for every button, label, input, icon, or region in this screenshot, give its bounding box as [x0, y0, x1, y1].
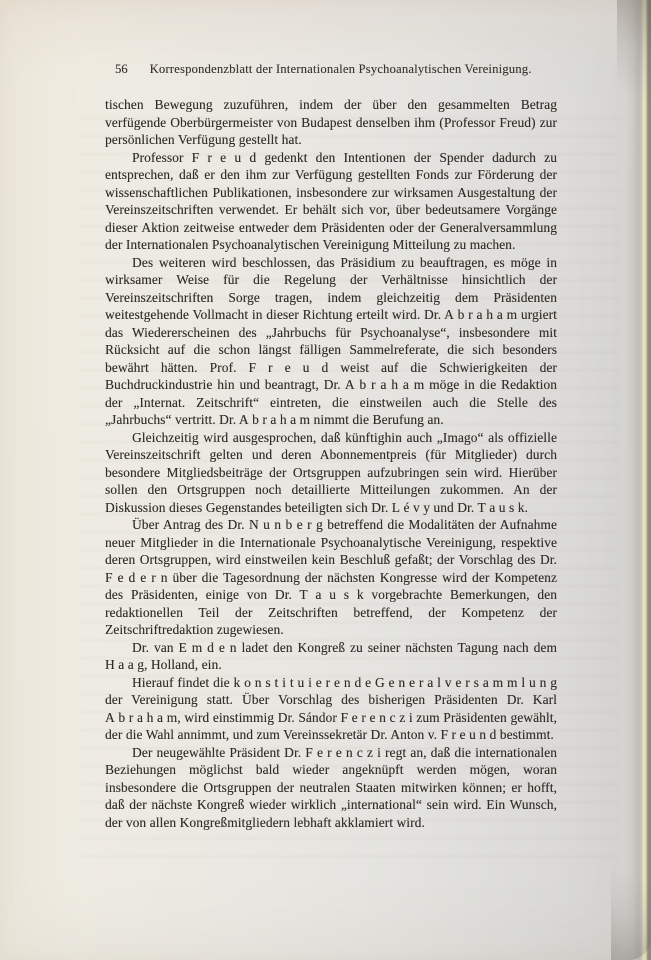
paragraph: Des weiteren wird beschlossen, das Präsidium zu beauftragen, es möge in wirksamer Weise für die Regelung der Verhältnisse hinsichtlich der Vereinszeitschriften Sorge tragen, indem gleichzeitig dem Präsidenten weitestgehende Vollmacht in dieser Richtung erteilt wird. Dr. A b r a h a m urgiert das Wiedererscheinen des „Jahrbuchs für Psychoanalyse“, insbesondere mit Rücksicht auf die schon längst fälligen Sammelreferate, die sich besonders bewährt hätten. Prof. F r e u d weist auf die Schwierigkeiten der Buchdruckindustrie hin und beantragt, Dr. A b r a h a m möge in die Redaktion der „Internat. Zeitschrift“ eintreten, die einstweilen auch die Stelle des „Jahrbuchs“ vertritt. Dr. A b r a h a m nimmt die Berufung an.: [105, 254, 557, 427]
page-header: [105, 62, 557, 77]
paragraph: Hierauf findet die k o n s t i t u i e r e n d e G e n e r a l v e r s a m m l u n g der Vereinigung statt. Über Vorschlag des bisherigen Präsidenten Dr. Karl A b r a h a m, wird einstimmig Dr. Sándor F e r e n c z i zum Präsidenten gewählt, der die Wahl annimmt, und zum Vereinssekretär Dr. Anton v. F r e u n d bestimmt.: [105, 674, 557, 742]
page-number: 56: [115, 62, 128, 76]
page-corner-shadow-top: [617, 0, 651, 150]
paragraph: Professor F r e u d gedenkt den Intentionen der Spender dadurch zu entsprechen, daß er den ihm zur Verfügung gestellten Fonds zur Förderung der wissenschaftlichen Publikationen, insbesondere zur wirksamen Ausgestaltung der Vereinszeitschriften verwendet. Er behält sich vor, über bedeutsamere Vorgänge dieser Aktion zeitweise entweder dem Präsidenten oder der Generalversammlung der Internationalen Psychoanalytischen Vereinigung Mitteilung zu machen.: [105, 149, 557, 252]
paragraph: Über Antrag des Dr. N u n b e r g betreffend die Modalitäten der Aufnahme neuer Mitglieder in die Internationale Psychoanalytische Vereinigung, respektive deren Ortsgruppen, wird einstweilen kein Beschluß gefaßt; der Vorschlag des Dr. F e d e r n über die Tagesordnung der nächsten Kongresse wird der Kompetenz des Präsidenten, einige von Dr. T a u s k vorgebrachte Bemerkungen, den redaktionellen Teil der Zeitschriften betreffend, der Kompetenz der Zeitschriftredaktion zugewiesen.: [105, 517, 557, 637]
page-corner-shadow-bottom: [611, 840, 651, 960]
running-header: Korrespondenzblatt der Internationalen Psychoanalytischen Vereinigung.: [149, 62, 532, 76]
paragraph: tischen Bewegung zuzuführen, indem der über den gesammelten Betrag verfügende Oberbürgermeister von Budapest denselben ihm (Professor Freud) zur persönlichen Verfügung gestellt hat.: [105, 97, 557, 147]
page-body: [105, 96, 557, 831]
paragraph: Dr. van E m d e n ladet den Kongreß zu seiner nächsten Tagung nach dem H a a g, Holland, ein.: [105, 639, 557, 672]
book-page-edge: [625, 0, 651, 960]
paragraph: Gleichzeitig wird ausgesprochen, daß künftighin auch „Imago“ als offizielle Vereinszeitschrift gelten und deren Abonnementpreis (für Mitglieder) durch besondere Mitgliedsbeiträge der Ortsgruppen aufzubringen sein wird. Hierüber sollen den Ortsgruppen noch detaillierte Mitteilungen zukommen. An der Diskussion dieses Gegenstandes beteiligten sich Dr. L é v y und Dr. T a u s k.: [105, 429, 557, 515]
paragraph: Der neugewählte Präsident Dr. F e r e n c z i regt an, daß die internationalen Beziehungen möglichst bald wieder angeknüpft werden mögen, woran insbesondere die Ortsgruppen der neutralen Staaten mitwirken können; er hofft, daß der nächste Kongreß wieder wirklich „international“ sein wird. Ein Wunsch, der von allen Kongreßmitgliedern lebhaft akklamiert wird.: [105, 744, 557, 830]
